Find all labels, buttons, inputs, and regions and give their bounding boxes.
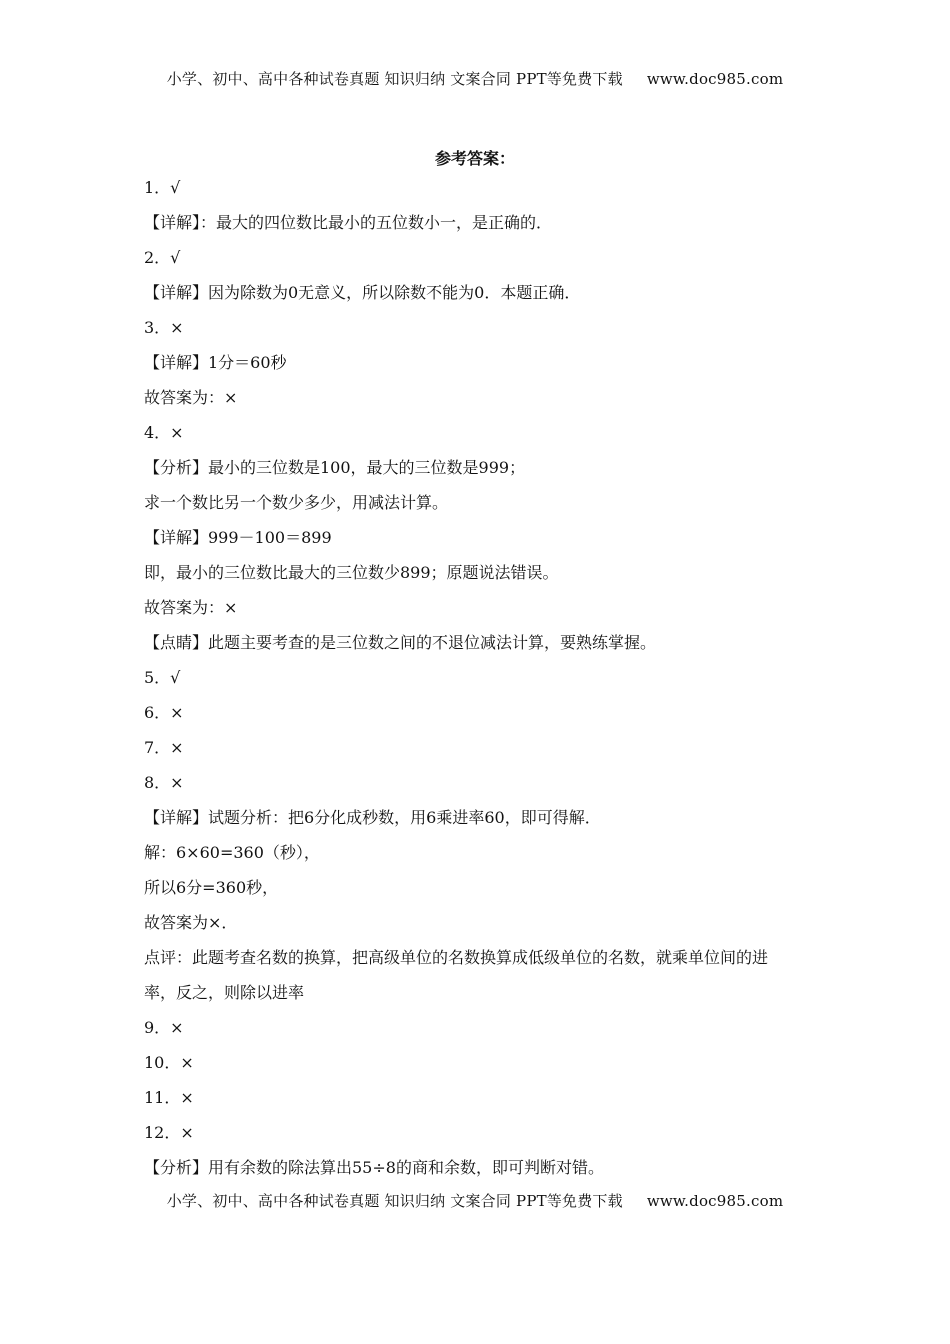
text-line: 2．√ [144, 248, 181, 267]
text-line: 11．× [144, 1088, 194, 1107]
text-line: 解：6×60=360（秒）， [144, 843, 320, 862]
text-line: 【详解】：最大的四位数比最小的五位数小一，是正确的． [144, 213, 553, 232]
text-line: 5．√ [144, 668, 181, 687]
text-line: 故答案为：× [144, 388, 238, 407]
text-line: 10．× [144, 1053, 194, 1072]
text-line: 【详解】因为除数为0无意义，所以除数不能为0．本题正确． [144, 283, 581, 302]
text-line: 4．× [144, 423, 184, 442]
text-line: 所以6分=360秒， [144, 878, 279, 897]
page-header [0, 68, 950, 89]
text-line: 率，反之，则除以进率 [144, 983, 305, 1002]
text-line: 即，最小的三位数比最大的三位数少899；原题说法错误。 [144, 563, 559, 582]
text-line: 12．× [144, 1123, 194, 1142]
text-line: 【分析】用有余数的除法算出55÷8的商和余数，即可判断对错。 [144, 1158, 604, 1177]
text-line: 【详解】1分＝60秒 [144, 353, 287, 372]
text-line: 点评：此题考查名数的换算，把高级单位的名数换算成低级单位的名数，就乘单位间的进 [144, 948, 769, 967]
page-title: 参考答案： [434, 149, 515, 168]
text-line: 【点睛】此题主要考查的是三位数之间的不退位减法计算，要熟练掌握。 [144, 633, 657, 652]
text-line: 8．× [144, 773, 184, 792]
footer-text: 小学、初中、高中各种试卷真题 知识归纳 文案合同 PPT等免费下载 [166, 1192, 623, 1210]
text-line: 6．× [144, 703, 184, 722]
text-line: 【分析】最小的三位数是100，最大的三位数是999； [144, 458, 526, 477]
text-line: 7．× [144, 738, 184, 757]
answer-content [144, 170, 814, 1185]
footer-site-link[interactable]: www.doc985.com [646, 1192, 784, 1210]
text-line: 9．× [144, 1018, 184, 1037]
page-footer [0, 1190, 950, 1211]
header-site-link[interactable]: www.doc985.com [646, 70, 784, 88]
text-line: 1．√ [144, 178, 181, 197]
text-line: 求一个数比另一个数少多少，用减法计算。 [144, 493, 449, 512]
text-line: 故答案为×． [144, 913, 238, 932]
text-line: 3．× [144, 318, 184, 337]
text-line: 故答案为：× [144, 598, 238, 617]
text-line: 【详解】试题分析：把6分化成秒数，用6乘进率60，即可得解． [144, 808, 601, 827]
header-text: 小学、初中、高中各种试卷真题 知识归纳 文案合同 PPT等免费下载 [166, 70, 623, 88]
text-line: 【详解】999－100＝899 [144, 528, 332, 547]
